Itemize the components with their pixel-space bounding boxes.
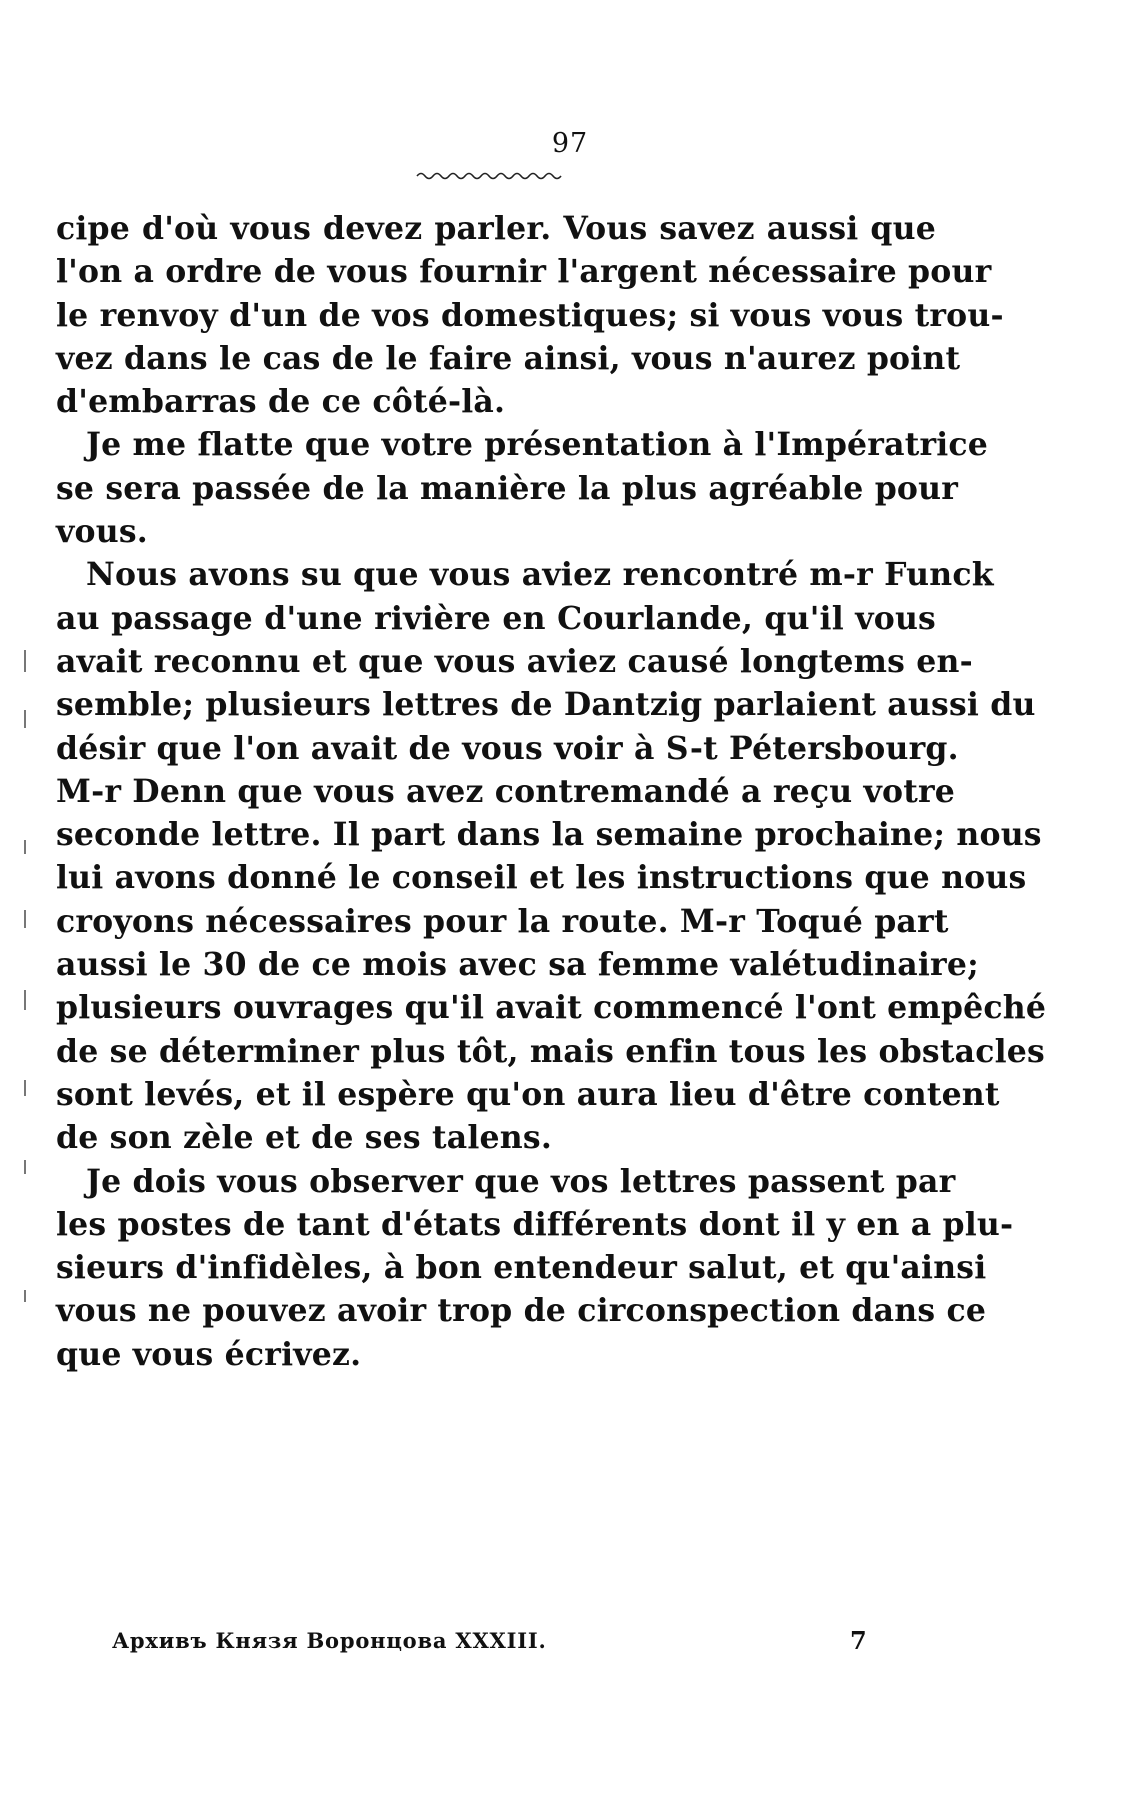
text-line: se sera passée de la manière la plus agréable pour xyxy=(56,469,959,507)
scan-mark xyxy=(24,1290,26,1302)
scan-mark xyxy=(24,990,26,1010)
text-line: Je me flatte que votre présentation à l'Impératrice xyxy=(86,426,989,464)
paragraph-3 xyxy=(56,553,1047,1159)
text-line: vous ne pouvez avoir trop de circonspection dans ce xyxy=(56,1292,987,1330)
text-line: les postes de tant d'états différents dont il y en a plu- xyxy=(56,1205,1014,1243)
scan-mark xyxy=(24,840,26,854)
text-line: croyons nécessaires pour la route. M-r Toqué part xyxy=(56,902,949,940)
text-line: Nous avons su que vous aviez rencontré m-r Funck xyxy=(86,556,994,594)
text-line: sieurs d'infidèles, à bon entendeur salut, et qu'ainsi xyxy=(56,1249,987,1287)
text-line: d'embarras de ce côté-là. xyxy=(56,383,506,421)
text-line: le renvoy d'un de vos domestiques; si vous vous trou- xyxy=(56,296,1004,334)
text-line: Je dois vous observer que vos lettres passent par xyxy=(86,1162,956,1200)
text-line: désir que l'on avait de vous voir à S-t Pétersbourg. xyxy=(56,729,959,767)
scan-mark xyxy=(24,650,26,672)
page-number: 97 xyxy=(551,128,589,159)
text-line: semble; plusieurs lettres de Dantzig parlaient aussi du xyxy=(56,686,1036,724)
paragraph-4 xyxy=(56,1160,1014,1376)
signature-mark: 7 xyxy=(850,1626,867,1655)
text-line: plusieurs ouvrages qu'il avait commencé l'ont empêché xyxy=(56,989,1047,1027)
text-line: que vous écrivez. xyxy=(56,1335,362,1373)
footer-title: Архивъ Князя Воронцова XXXIII. xyxy=(112,1628,547,1653)
scan-mark xyxy=(24,910,26,928)
paragraph-1 xyxy=(56,207,1004,423)
text-line: de se déterminer plus tôt, mais enfin tous les obstacles xyxy=(56,1032,1045,1070)
scan-mark xyxy=(24,710,26,728)
text-line: vous. xyxy=(56,513,148,551)
scan-mark xyxy=(24,1160,26,1174)
wavy-rule-ornament-icon xyxy=(415,168,565,182)
text-line: au passage d'une rivière en Courlande, qu'il vous xyxy=(56,599,936,637)
body-text xyxy=(56,207,1047,1376)
text-line: cipe d'où vous devez parler. Vous savez aussi que xyxy=(56,210,936,247)
text-line: de son zèle et de ses talens. xyxy=(56,1119,552,1157)
scan-mark xyxy=(24,1080,26,1096)
paragraph-2 xyxy=(56,423,989,553)
text-line: lui avons donné le conseil et les instructions que nous xyxy=(56,859,1027,897)
text-line: l'on a ordre de vous fournir l'argent nécessaire pour xyxy=(56,253,992,291)
text-line: vez dans le cas de le faire ainsi, vous n'aurez point xyxy=(56,339,961,377)
text-line: seconde lettre. Il part dans la semaine prochaine; nous xyxy=(56,816,1042,854)
text-line: M-r Denn que vous avez contremandé a reçu votre xyxy=(56,772,956,810)
scan-edge-marks xyxy=(24,650,28,1550)
text-line: aussi le 30 de ce mois avec sa femme valétudinaire; xyxy=(56,946,979,984)
text-line: avait reconnu et que vous aviez causé longtems en- xyxy=(56,642,973,680)
text-line: sont levés, et il espère qu'on aura lieu d'être content xyxy=(56,1075,1000,1113)
